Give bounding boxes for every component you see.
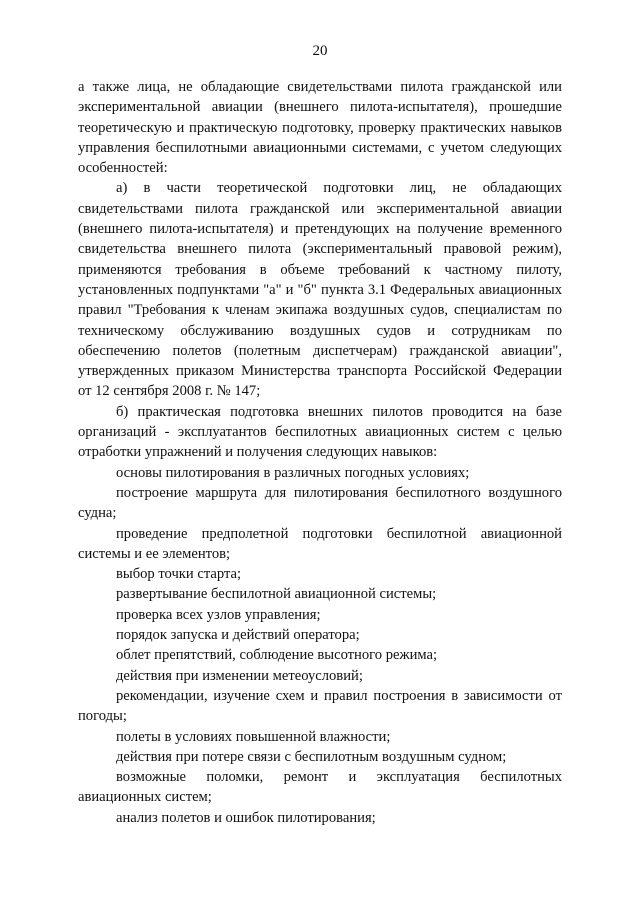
paragraph: развертывание беспилотной авиационной системы;	[116, 586, 437, 603]
paragraph: проверка всех узлов управления;	[116, 606, 321, 623]
paragraph: действия при потере связи с беспилотным воздушным судном;	[116, 748, 507, 765]
paragraph: выбор точки старта;	[116, 566, 242, 583]
paragraph: порядок запуска и действий оператора;	[116, 627, 360, 644]
paragraph: построение маршрута для пилотирования беспилотного воздушного судна;	[78, 484, 562, 522]
document-body	[78, 77, 562, 828]
paragraph: рекомендации, изучение схем и правил построения в зависимости от погоды;	[78, 687, 562, 725]
page-number: 20	[312, 43, 328, 59]
paragraph: а) в части теоретической подготовки лиц, не обладающих свидетельствами пилота гражданской или экспериментальной авиации (внешнего пилота-испытателя) и претендующих на получение временного свидетельства внешнего пилота (экспериментальный правовой режим), применяются требования в объеме требований к частному пилоту, установленных подпунктами "а" и "б" пункта 3.1 Федеральных авиационных правил "Требования к членам экипажа воздушных судов, специалистам по техническому обслуживанию воздушных судов и сотрудникам по обеспечению полетов (полетным диспетчерам) гражданской авиации", утвержденных приказом Министерства транспорта Российской Федерации от 12 сентября 2008 г. № 147;	[78, 180, 562, 400]
paragraph: проведение предполетной подготовки беспилотной авиационной системы и ее элементов;	[78, 525, 562, 562]
paragraph: а также лица, не обладающие свидетельствами пилота гражданской или экспериментальной авиации (внешнего пилота-испытателя), прошедшие теоретическую и практическую подготовку, проверку практических навыков управления беспилотными авиационными системами, с учетом следующих особенностей:	[78, 79, 562, 177]
paragraph: анализ полетов и ошибок пилотирования;	[116, 809, 376, 826]
paragraph: облет препятствий, соблюдение высотного режима;	[116, 647, 438, 664]
paragraph: полеты в условиях повышенной влажности;	[116, 728, 391, 745]
paragraph: б) практическая подготовка внешних пилотов проводится на базе организаций - эксплуатантов беспилотных авиационных систем с целью отработки упражнений и получения следующих навыков:	[78, 403, 562, 461]
paragraph: основы пилотирования в различных погодных условиях;	[116, 464, 470, 481]
paragraph: возможные поломки, ремонт и эксплуатация беспилотных авиационных систем;	[78, 769, 562, 806]
paragraph: действия при изменении метеоусловий;	[116, 667, 363, 684]
